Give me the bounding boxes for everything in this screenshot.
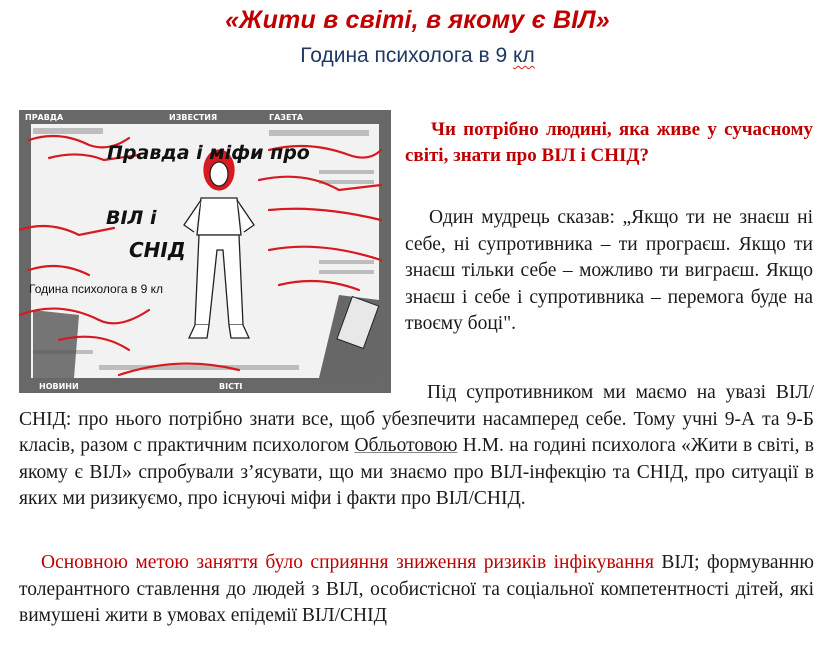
svg-text:НОВИНИ: НОВИНИ [39,382,79,391]
paragraph-3-rest: ВІЛ; формуванню толерантного ставлення до людей з ВІЛ, особистісної та соціальної компетентності дітей, які вимушені жити в умовах епідемії ВІЛ/СНІД [19,552,814,626]
poster-line-2: ВІЛ і [106,207,157,229]
svg-text:ИЗВЕСТИЯ: ИЗВЕСТИЯ [169,113,218,122]
article-question: Чи потрібно людині, яка живе у сучасному світі, знати про ВІЛ і СНІД? [405,119,813,166]
article-paragraph-2 [19,380,814,513]
poster-image [19,110,391,393]
article-paragraph-1: Один мудрець сказав: „Якщо ти не знаєш ні себе, ні супротивника – ти програєш. Якщо ти знаєш тільки себе – можливо ти виграєш. Якщо знаєш і себе і супротивника – перемога буде на твоєму боці". [405,207,813,334]
svg-text:ГАЗЕТА: ГАЗЕТА [269,113,304,122]
poster-line-4: Година психолога в 9 кл [29,282,163,296]
page-title: «Жити в світі, в якому є ВІЛ» [225,6,610,34]
subtitle-tail: кл [513,44,535,67]
article-paragraph-3 [19,550,814,630]
subtitle-main: Година психолога в 9 [300,44,514,67]
psychologist-name: Обльотовою [354,435,458,456]
poster-line-3: СНІД [129,238,186,262]
paragraph-2-part-a: Під супротивником ми маємо на увазі ВІЛ/СНІД: про нього потрібно знати все, щоб убезпечити насамперед себе. Тому учні 9-А та 9-Б класів, разом с практичним психологом [19,382,814,456]
page-subtitle [0,44,835,68]
svg-text:ПРАВДА: ПРАВДА [25,113,64,122]
paragraph-3-highlight: Основною метою заняття було сприяння зниження ризиків інфікування [41,552,654,573]
poster-line-1: Правда і міфи про [107,142,310,164]
svg-text:ВІСТІ: ВІСТІ [219,382,243,391]
paragraph-2-part-b: Н.М. на годині психолога «Жити в світі, в якому є ВІЛ» спробували з’ясувати, що ми знаємо про ВІЛ-інфекцію та СНІД, про ситуації в яких ми ризикуємо, про існуючі міфи і факти про ВІЛ/СНІД. [19,435,814,509]
